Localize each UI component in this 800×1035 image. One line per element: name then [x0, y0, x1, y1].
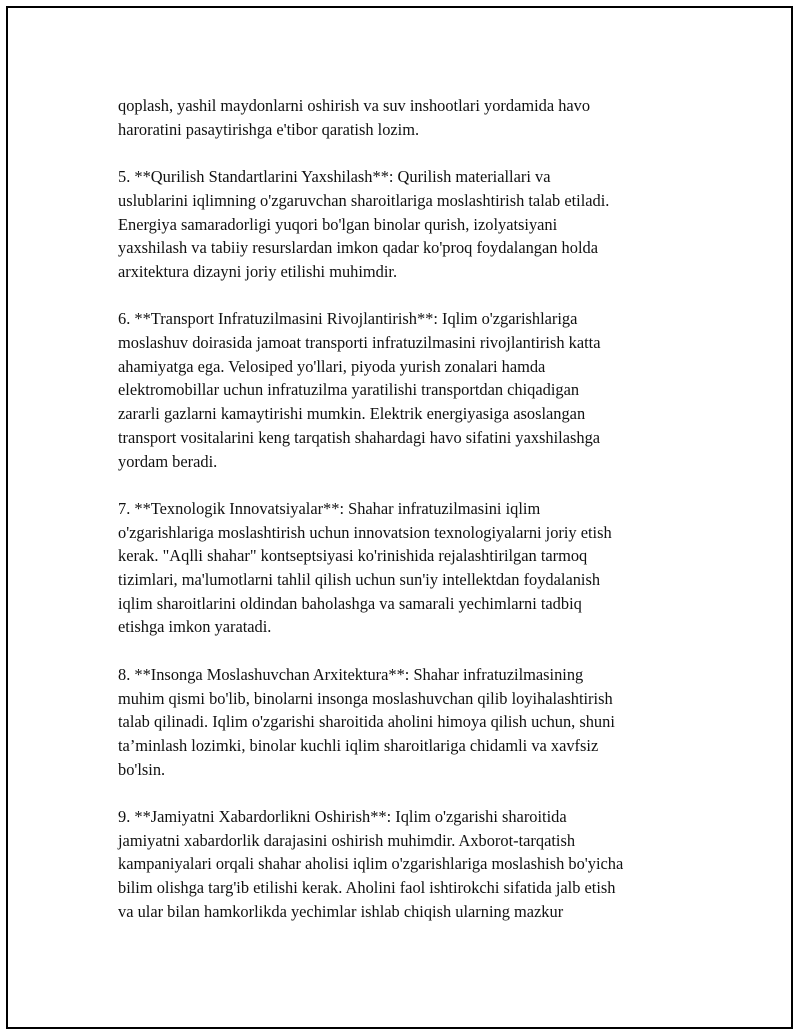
text-line: 6. **Transport Infratuzilmasini Rivojlantirish**: Iqlim o'zgarishlariga: [118, 309, 578, 329]
text-line: elektromobillar uchun infratuzilma yaratilishi transportdan chiqadigan: [118, 380, 580, 400]
text-line: yaxshilash va tabiiy resurslardan imkon qadar ko'proq foydalangan holda: [118, 238, 598, 258]
text-line: tizimlari, ma'lumotlarni tahlil qilish uchun sun'iy intellektdan foydalanish: [118, 570, 601, 590]
text-line: iqlim sharoitlarini oldindan baholashga va samarali yechimlarni tadbiq: [118, 593, 582, 613]
text-line: moslashuv doirasida jamoat transporti infratuzilmasini rivojlantirish katta: [118, 333, 601, 352]
text-line: zararli gazlarni kamaytirishi mumkin. Elektrik energiyasiga asoslangan: [118, 404, 586, 424]
paragraph: [118, 94, 698, 141]
text-line: ta’minlash lozimki, binolar kuchli iqlim sharoitlariga chidamli va xavfsiz: [118, 735, 599, 755]
text-line: etishga imkon yaratadi.: [118, 617, 272, 637]
text-line: kampaniyalari orqali shahar aholisi iqlim o'zgarishlariga moslashish bo'yicha: [118, 854, 624, 874]
document-body: [118, 94, 698, 924]
paragraph: [118, 805, 698, 924]
text-line: haroratini pasaytirishga e'tibor qaratish lozim.: [118, 119, 420, 139]
text-line: jamiyatni xabardorlik darajasini oshirish muhimdir. Axborot-tarqatish: [118, 830, 576, 850]
paragraph-gap: [118, 473, 698, 497]
text-line: 9. **Jamiyatni Xabardorlikni Oshirish**: Iqlim o'zgarishi sharoitida: [118, 807, 567, 827]
paragraph-gap: [118, 141, 698, 165]
paragraph: [118, 165, 698, 284]
text-line: yordam beradi.: [118, 451, 218, 471]
paragraph: [118, 307, 698, 473]
text-line: Energiya samaradorligi yuqori bo'lgan binolar qurish, izolyatsiyani: [118, 214, 558, 234]
text-line: bilim olishga targ'ib etilishi kerak. Aholini faol ishtirokchi sifatida jalb etish: [118, 878, 616, 898]
text-line: 7. **Texnologik Innovatsiyalar**: Shahar infratuzilmasini iqlim: [118, 498, 541, 518]
paragraph-gap: [118, 639, 698, 663]
text-line: uslublarini iqlimning o'zgaruvchan sharoitlariga moslashtirish talab etiladi.: [118, 190, 610, 210]
text-line: transport vositalarini keng tarqatish shahardagi havo sifatini yaxshilashga: [118, 427, 601, 447]
paragraph-gap: [118, 284, 698, 308]
text-line: muhim qismi bo'lib, binolarni insonga moslashuvchan qilib loyihalashtirish: [118, 688, 613, 708]
text-line: ahamiyatga ega. Velosiped yo'llari, piyoda yurish zonalari hamda: [118, 356, 546, 376]
text-line: qoplash, yashil maydonlarni oshirish va suv inshootlari yordamida havo: [118, 96, 591, 115]
text-line: bo'lsin.: [118, 759, 166, 779]
paragraph: [118, 663, 698, 782]
text-line: o'zgarishlariga moslashtirish uchun innovatsion texnologiyalarni joriy etish: [118, 522, 612, 542]
paragraph-gap: [118, 781, 698, 805]
text-line: kerak. "Aqlli shahar" kontseptsiyasi ko'rinishida rejalashtirilgan tarmoq: [118, 546, 588, 566]
text-line: va ular bilan hamkorlikda yechimlar ishlab chiqish ularning mazkur: [118, 901, 564, 921]
text-line: 5. **Qurilish Standartlarini Yaxshilash**: Qurilish materiallari va: [118, 167, 551, 187]
paragraph: [118, 497, 698, 639]
text-line: 8. **Insonga Moslashuvchan Arxitektura**: Shahar infratuzilmasining: [118, 664, 584, 684]
text-line: talab qilinadi. Iqlim o'zgarishi sharoitida aholini himoya qilish uchun, shuni: [118, 712, 615, 732]
text-line: arxitektura dizayni joriy etilishi muhimdir.: [118, 261, 398, 281]
